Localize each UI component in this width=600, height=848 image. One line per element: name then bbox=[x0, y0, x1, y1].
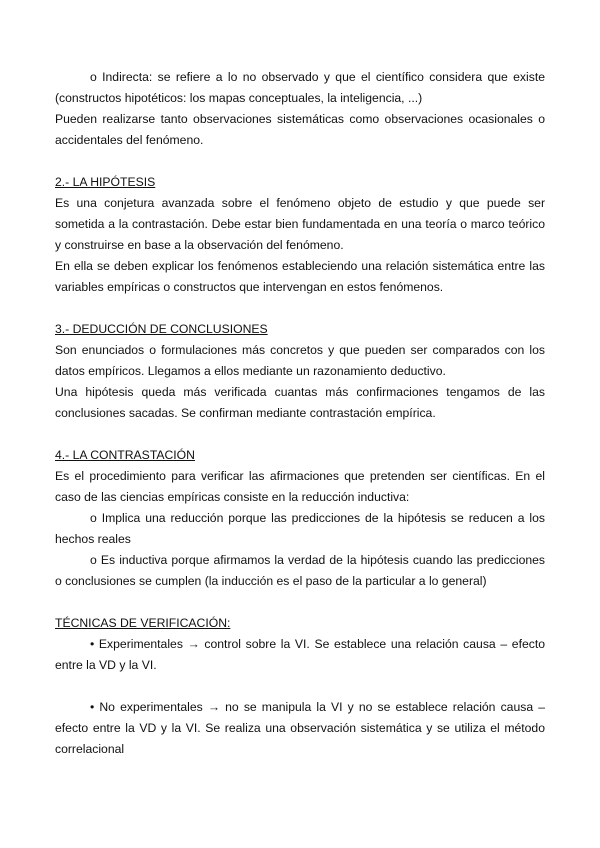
indirecta-paragraph: o Indirecta: se refiere a lo no observado y que el científico considera que existe (constructos hipotéticos: los mapas conceptuales, la inteligencia, ...) bbox=[55, 70, 545, 105]
contrastacion-heading: 4.- LA CONTRASTACIÓN bbox=[55, 448, 195, 462]
document-page bbox=[55, 67, 545, 760]
deduccion-paragraph-2: Una hipótesis queda más verificada cuantas más confirmaciones tengamos de las conclusiones sacadas. Se confirman mediante contrastación empírica. bbox=[55, 385, 545, 420]
hipotesis-heading: 2.- LA HIPÓTESIS bbox=[55, 175, 156, 189]
hipotesis-paragraph-1: Es una conjetura avanzada sobre el fenómeno objeto de estudio y que puede ser sometida a la contrastación. Debe estar bien fundamentada en una teoría o marco teórico y construirse en base a la observación del fenómeno. bbox=[55, 196, 545, 252]
deduccion-heading: 3.- DEDUCCIÓN DE CONCLUSIONES bbox=[55, 322, 268, 336]
contrastacion-paragraph: Es el procedimiento para verificar las afirmaciones que pretenden ser científicas. En el caso de las ciencias empíricas consiste en la reducción inductiva: bbox=[55, 469, 545, 504]
tecnicas-heading: TÉCNICAS DE VERIFICACIÓN: bbox=[55, 616, 231, 630]
deduccion-paragraph-1: Son enunciados o formulaciones más concretos y que pueden ser comparados con los datos empíricos. Llegamos a ellos mediante un razonamiento deductivo. bbox=[55, 343, 545, 378]
observaciones-paragraph: Pueden realizarse tanto observaciones sistemáticas como observaciones ocasionales o accidentales del fenómeno. bbox=[55, 112, 545, 147]
tecnicas-item-experimentales: • Experimentales → control sobre la VI. Se establece una relación causa – efecto entre la VD y la VI. bbox=[55, 637, 545, 672]
tecnicas-item-no-experimentales: • No experimentales → no se manipula la VI y no se establece relación causa – efecto entre la VD y la VI. Se realiza una observación sistemática y se utiliza el método correlacional bbox=[55, 700, 545, 756]
hipotesis-paragraph-2: En ella se deben explicar los fenómenos estableciendo una relación sistemática entre las variables empíricas o constructos que intervengan en estos fenómenos. bbox=[55, 259, 545, 294]
contrastacion-item-inductiva: o Es inductiva porque afirmamos la verdad de la hipótesis cuando las predicciones o conclusiones se cumplen (la inducción es el paso de la particular a lo general) bbox=[55, 553, 545, 588]
contrastacion-item-reduccion: o Implica una reducción porque las predicciones de la hipótesis se reducen a los hechos reales bbox=[55, 511, 545, 546]
